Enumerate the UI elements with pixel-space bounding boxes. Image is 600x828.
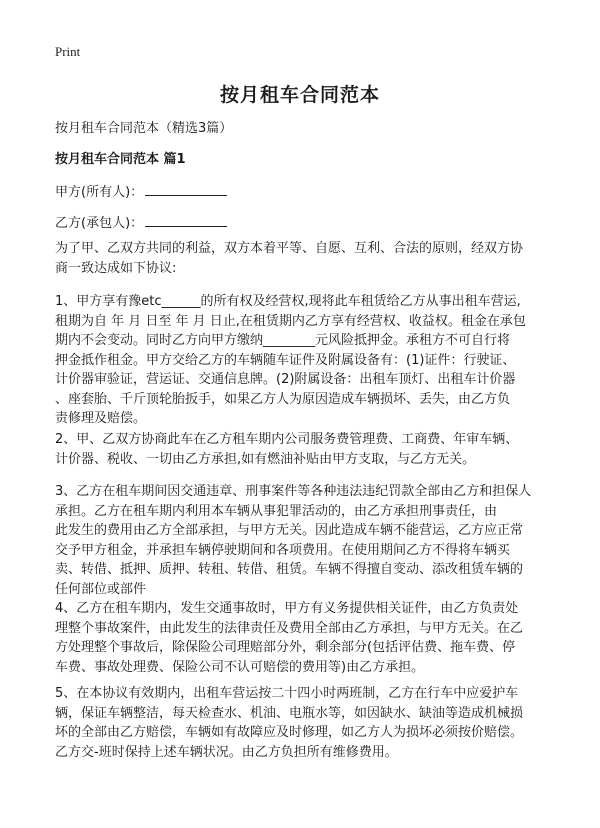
party-a-field: [145, 182, 227, 196]
paragraph-clause-4: [55, 599, 555, 677]
section-heading: 按月租车合同范本 篇1: [55, 152, 186, 167]
paragraph-line: 为了甲、乙双方共同的利益，双方本着平等、自愿、互利、合法的原则，经双方协: [55, 241, 524, 256]
party-b-field: [145, 213, 227, 227]
paragraph-line: 5、在本协议有效期内，出租车营运按二十四小时两班制，乙方在行车中应爱护车: [55, 686, 519, 701]
paragraph-line: 商一致达成如下协议:: [55, 260, 177, 276]
paragraph-line: 计价器审验证，营运证、交通信息牌。(2)附属设备：出租车顶灯、出租车计价器: [55, 372, 516, 387]
party-a-row: [55, 182, 555, 202]
paragraph-intro: [55, 239, 555, 278]
paragraph-line: 押金抵作租金。甲方交给乙方的车辆随车证件及附属设备有：(1)证件：行驶证、: [55, 352, 516, 368]
paragraph-clause-5: [55, 684, 555, 762]
paragraph-line: 1、甲方享有豫etc______的所有权及经营权,现将此车租赁给乙方从事出租车营运,: [55, 294, 521, 309]
paragraph-line: 理整个事故案件，由此发生的法律责任及费用全部由乙方承担，与甲方无关。在乙: [55, 620, 524, 636]
paragraph-line: 承担。乙方在租车期内利用本车辆从事犯罪活动的，由乙方承担刑事责任，由: [55, 503, 498, 519]
paragraph-line: 责修理及赔偿。: [55, 411, 147, 426]
party-a-label: 甲方(所有人)：: [55, 185, 144, 200]
paragraph-line: 2、甲、乙双方协商此车在乙方租车期内公司服务费管理费、工商费、年审车辆、: [55, 432, 519, 447]
paragraph-line: 交予甲方租金，并承担车辆停驶期间和各项费用。在使用期间乙方不得将车辆买: [55, 542, 511, 558]
paragraph-clause-2: [55, 430, 555, 469]
paragraph-line: 坏的全部由乙方赔偿，车辆如有故障应及时修理，如乙方人为损坏必须按价赔偿。: [55, 725, 524, 740]
document-subtitle: 按月租车合同范本（精选3篇）: [55, 121, 233, 136]
paragraph-line: 辆，保证车辆整洁，每天检查水、机油、电瓶水等，如因缺水、缺油等造成机械损: [55, 705, 524, 721]
party-b-row: [55, 213, 555, 233]
paragraph-line: 任何部位或部件: [55, 581, 147, 597]
paragraph-clause-1: [55, 292, 555, 429]
paragraph-line: 卖、转借、抵押、质押、转租、转借、租赁。车辆不得擅自变动、添改租赁车辆的: [55, 562, 524, 577]
paragraph-line: 期内不会变动。同时乙方向甲方缴纳________元风险抵押金。承租方不可自行将: [55, 333, 511, 348]
paragraph-line: 3、乙方在租车期间因交通违章、刑事案件等各种违法违纪罚款全部由乙方和担保人: [55, 484, 532, 499]
paragraph-line: 方处理整个事故后，除保险公司理赔部分外，剩余部分(包括评估费、拖车费、停: [55, 640, 516, 655]
paragraph-line: 此发生的费用由乙方全部承担，与甲方无关。因此造成车辆不能营运，乙方应正常: [55, 523, 524, 538]
paragraph-line: 车费、事故处理费、保险公司不认可赔偿的费用等)由乙方承担。: [55, 659, 425, 675]
paragraph-line: 4、乙方在租车期内，发生交通事故时，甲方有义务提供相关证件，由乙方负责处: [55, 601, 519, 616]
party-b-label: 乙方(承包人)：: [55, 216, 144, 231]
paragraph-line: 计价器、税收、一切由乙方承担,如有燃油补贴由甲方支取，与乙方无关。: [55, 451, 476, 467]
paragraph-line: 租期为自 年 月 日至 年 月 日止,在租赁期内乙方享有经营权、收益权。租金在承包: [55, 313, 526, 329]
paragraph-line: 乙方交-班时保持上述车辆状况。由乙方负担所有维修费用。: [55, 744, 398, 760]
document-title: 按月租车合同范本: [219, 84, 380, 106]
print-link[interactable]: Print: [55, 44, 81, 59]
paragraph-clause-3: [55, 482, 555, 599]
paragraph-line: 、座套胎、千斤顶轮胎扳手，如果乙方人为原因造成车辆损坏、丢失，由乙方负: [55, 391, 511, 407]
